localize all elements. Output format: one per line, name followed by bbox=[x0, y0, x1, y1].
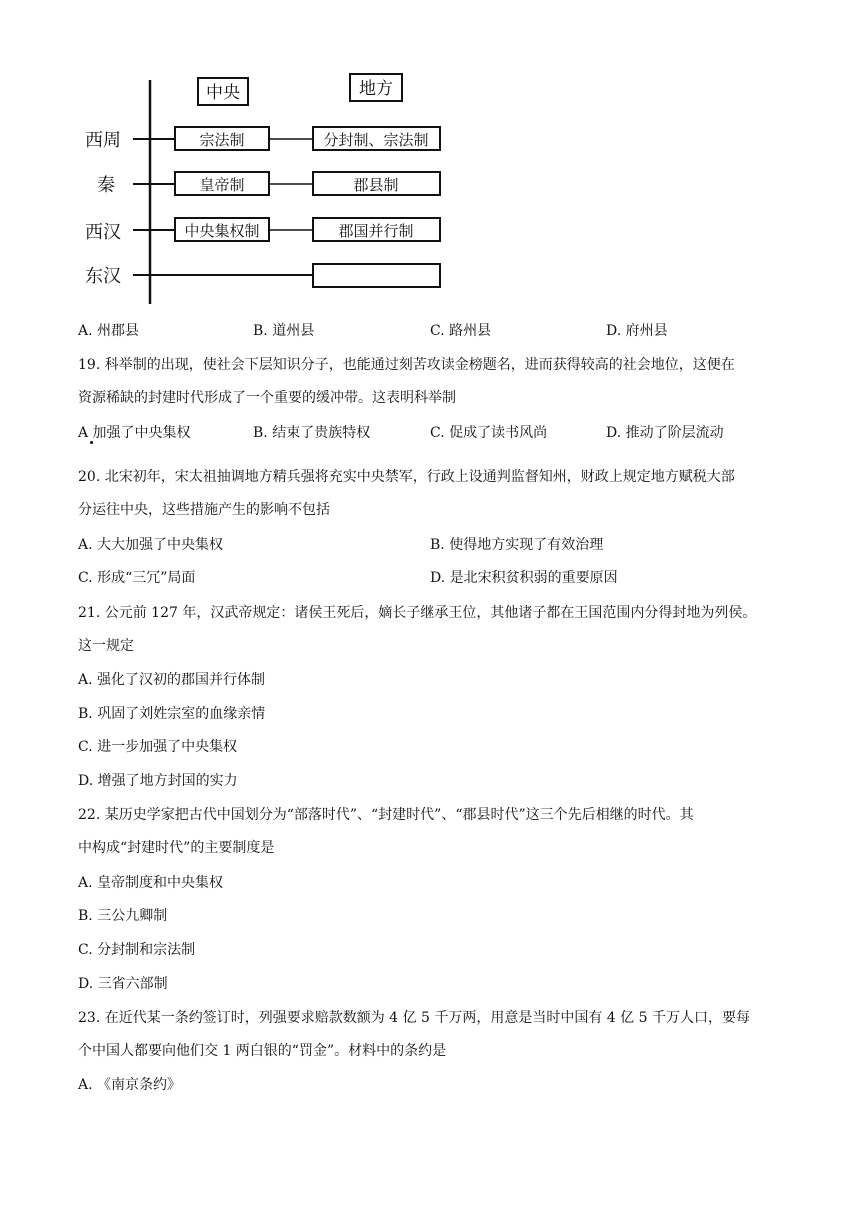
q20-option-b[interactable]: B. 使得地方实现了有效治理 bbox=[430, 537, 604, 553]
q19-option-d[interactable]: D. 推动了阶层流动 bbox=[606, 425, 724, 441]
era-label: 西周 bbox=[85, 130, 121, 151]
q23-option-a[interactable]: A. 《南京条约》 bbox=[78, 1077, 182, 1093]
q18-option-c[interactable]: C. 路州县 bbox=[430, 323, 492, 339]
q20-option-a[interactable]: A. 大大加强了中央集权 bbox=[78, 537, 224, 553]
era-label: 秦 bbox=[97, 175, 115, 196]
local-system: 分封制、宗法制 bbox=[323, 131, 429, 149]
q19-stem-line-1: 19. 科举制的出现，使社会下层知识分子，也能通过刻苦攻读金榜题名，进而获得较高的社会地位，这便在 bbox=[78, 357, 735, 373]
era-label: 西汉 bbox=[85, 222, 121, 243]
q22-option-d[interactable]: D. 三省六部制 bbox=[78, 976, 168, 992]
q21-stem-line-1: 21. 公元前 127 年，汉武帝规定：诸侯王死后，嫡长子继承王位，其他诸子都在王国范围内分得封地为列侯。 bbox=[78, 605, 757, 621]
q19-option-c[interactable]: C. 促成了读书风尚 bbox=[430, 425, 548, 441]
q22-option-a[interactable]: A. 皇帝制度和中央集权 bbox=[78, 875, 224, 891]
central-header: 中央 bbox=[206, 83, 240, 103]
q22-option-c[interactable]: C. 分封制和宗法制 bbox=[78, 942, 196, 958]
central-system: 宗法制 bbox=[199, 131, 245, 149]
local-system-blank-box bbox=[313, 264, 440, 287]
q21-option-a[interactable]: A. 强化了汉初的郡国并行体制 bbox=[78, 672, 266, 688]
q20-option-c[interactable]: C. 形成“三冗”局面 bbox=[78, 570, 196, 586]
q18-option-d[interactable]: D. 府州县 bbox=[606, 323, 668, 339]
q22-stem-line-1: 22. 某历史学家把古代中国划分为“部落时代”、“封建时代”、“郡县时代”这三个先后相继的时代。其 bbox=[78, 807, 694, 823]
era-label: 东汉 bbox=[85, 266, 121, 287]
q21-option-d[interactable]: D. 增强了地方封国的实力 bbox=[78, 773, 238, 789]
q22-option-b[interactable]: B. 三公九卿制 bbox=[78, 908, 168, 924]
q18-option-a[interactable]: A. 州郡县 bbox=[78, 323, 140, 339]
local-system: 郡国并行制 bbox=[338, 222, 414, 240]
q23-stem-line-1: 23. 在近代某一条约签订时，列强要求赔款数额为 4 亿 5 千万两，用意是当时中国有 4 亿 5 千万人口，要每 bbox=[78, 1010, 750, 1026]
central-system: 中央集权制 bbox=[184, 222, 260, 240]
q20-stem-line-1: 20. 北宋初年，宋太祖抽调地方精兵强将充实中央禁军，行政上设通判监督知州，财政上规定地方赋税大部 bbox=[78, 469, 735, 485]
political-system-diagram bbox=[0, 0, 860, 320]
central-system: 皇帝制 bbox=[199, 176, 245, 194]
q21-stem-line-2: 这一规定 bbox=[78, 638, 134, 654]
local-system: 郡县制 bbox=[353, 176, 399, 194]
q21-option-c[interactable]: C. 进一步加强了中央集权 bbox=[78, 739, 238, 755]
q19-option-b[interactable]: B. 结束了贵族特权 bbox=[253, 425, 371, 441]
q19-stem-line-2: 资源稀缺的封建时代形成了一个重要的缓冲带。这表明科举制 bbox=[78, 390, 456, 406]
stray-dot-mark bbox=[90, 441, 93, 444]
q20-stem-line-2: 分运往中央，这些措施产生的影响不包括 bbox=[78, 502, 330, 518]
q21-option-b[interactable]: B. 巩固了刘姓宗室的血缘亲情 bbox=[78, 706, 266, 722]
q18-option-b[interactable]: B. 道州县 bbox=[253, 323, 315, 339]
q23-stem-line-2: 个中国人都要向他们交 1 两白银的“罚金”。材料中的条约是 bbox=[78, 1043, 447, 1059]
q22-stem-line-2: 中构成“封建时代”的主要制度是 bbox=[78, 840, 275, 856]
q20-option-d[interactable]: D. 是北宋积贫积弱的重要原因 bbox=[430, 570, 618, 586]
q19-option-a[interactable]: A 加强了中央集权 bbox=[78, 425, 191, 441]
local-header: 地方 bbox=[359, 79, 393, 99]
